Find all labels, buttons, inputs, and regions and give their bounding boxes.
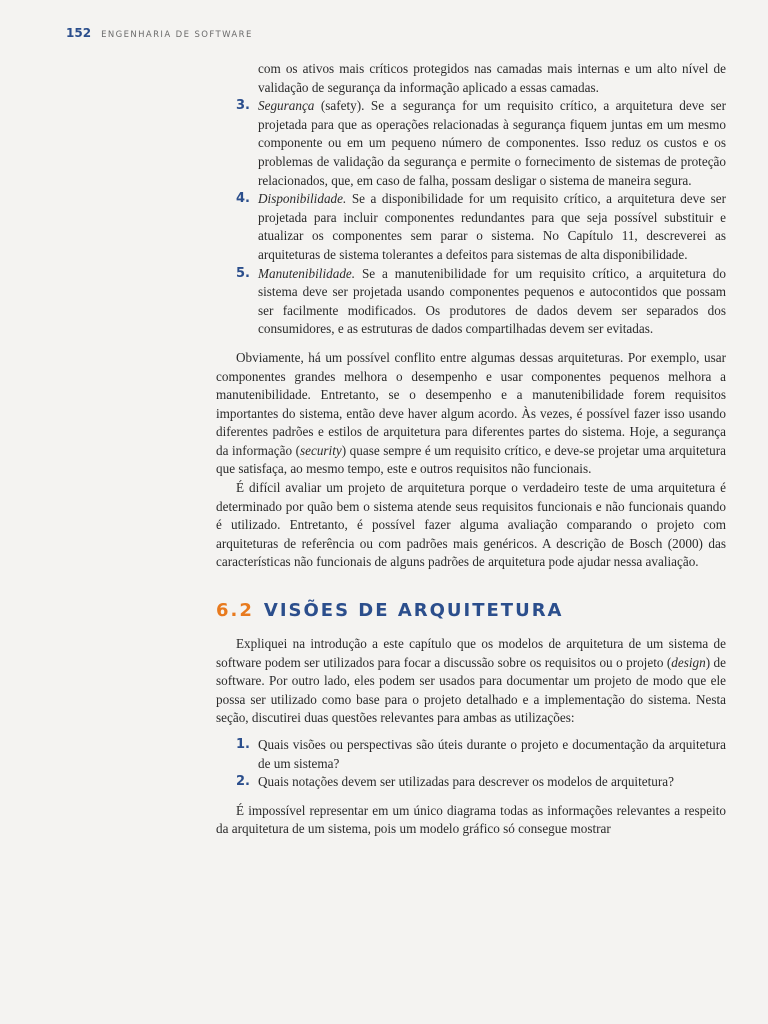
requirements-list	[216, 97, 726, 339]
section-heading	[216, 600, 726, 621]
item-text: Quais visões ou perspectivas são úteis durante o projeto e documentação da arquitetura de um sistema?	[258, 737, 726, 771]
text-span: Obviamente, há um possível conflito entre algumas dessas arquiteturas. Por exemplo, usar componentes grandes melhora o desempenho e usar componentes pequenos melhora a manutenibilidade. Entretanto, se o desempenho e a manutenibilidade forem requisitos importantes do sistema, então deve haver algum acordo. Às vezes, é possível fazer isso usando diferentes padrões e estilos de arquitetura para diferentes partes do sistema. Hoje, a segurança da informação (	[216, 349, 726, 458]
item-number: 3.	[236, 98, 250, 114]
item-number: 4.	[236, 191, 250, 207]
section-number: 6.2	[216, 600, 254, 622]
paragraph-intro	[216, 635, 726, 728]
paragraph-evaluation: É difícil avaliar um projeto de arquitetura porque o verdadeiro teste de uma arquitetura é determinado por quão bem o sistema atende seus requisitos funcionais e não funcionais quando é utilizado. Entretanto, é possível fazer alguma avaliação comparando o projeto com arquiteturas de referência ou com padrões mais genéricos. A descrição de Bosch (2000) das características não funcionais de alguns padrões de arquitetura pode ajudar nessa avaliação.	[216, 480, 726, 570]
continuation-paragraph: com os ativos mais críticos protegidos nas camadas mais internas e um alto nível de validação de segurança da informação aplicado a essas camadas.	[258, 61, 726, 95]
item-term: Manutenibilidade.	[258, 265, 356, 281]
section-title: VISÕES DE ARQUITETURA	[263, 600, 564, 622]
questions-list	[216, 736, 726, 792]
list-item	[216, 736, 726, 773]
emphasis: security	[299, 442, 342, 458]
item-number: 5.	[236, 265, 250, 281]
paragraph-conflict	[216, 349, 726, 479]
item-term: Segurança	[258, 98, 315, 114]
page-body	[216, 60, 726, 839]
list-item	[216, 190, 726, 264]
text-span: Expliquei na introdução a este capítulo que os modelos de arquitetura de um sistema de software podem ser utilizados para focar a discussão sobre os requisitos ou o projeto (	[216, 636, 726, 670]
list-item	[216, 265, 726, 339]
running-title: ENGENHARIA DE SOFTWARE	[101, 30, 253, 40]
item-text: (safety). Se a segurança for um requisito crítico, a arquitetura deve ser projetada para que as operações relacionadas à segurança fiquem juntas em um mesmo componente ou em um pequeno número de componentes. Isso reduz os custos e os problemas de validação da segurança e permite o fornecimento de sistemas de proteção relacionados, que, em caso de falha, possam desligar o sistema de maneira segura.	[258, 98, 726, 188]
emphasis: design	[671, 654, 706, 670]
item-number: 1.	[236, 737, 250, 752]
item-text: Se a disponibilidade for um requisito crítico, a arquitetura deve ser projetada para incluir componentes redundantes para que seja possível substituir e atualizar os componentes sem parar o sistema. No Capítulo 11, descreverei as arquiteturas de sistema tolerantes a defeitos para sistemas de alta disponibilidade.	[258, 191, 726, 262]
text-span: ) de software. Por outro lado, eles podem ser usados para documentar um projeto de modo que ele possa ser utilizado como base para o projeto detalhado e a implementação do sistema. Nesta seção, discutirei duas questões relevantes para ambas as utilizações:	[216, 654, 726, 726]
page-number: 152	[66, 26, 92, 40]
page-header	[66, 26, 253, 40]
paragraph-final: É impossível representar em um único diagrama todas as informações relevantes a respeito da arquitetura de um sistema, pois um modelo gráfico só consegue mostrar	[216, 802, 726, 837]
item-number: 2.	[236, 774, 250, 790]
list-item	[216, 97, 726, 190]
text-span: ) quase sempre é um requisito crítico, e deve-se projetar uma arquitetura que satisfaça, ao mesmo tempo, este e outros requisitos não funcionais.	[216, 442, 726, 477]
item-term: Disponibilidade.	[258, 191, 347, 207]
item-text: Se a manutenibilidade for um requisito crítico, a arquitetura do sistema deve ser projetada usando componentes pequenos e autocontidos que possam ser facilmente modificados. Os produtores de dados devem ser separados dos consumidores, e as estruturas de dados compartilhadas devem ser evitadas.	[258, 265, 726, 337]
item-text: Quais notações devem ser utilizadas para descrever os modelos de arquitetura?	[258, 774, 674, 790]
list-item	[216, 773, 726, 792]
